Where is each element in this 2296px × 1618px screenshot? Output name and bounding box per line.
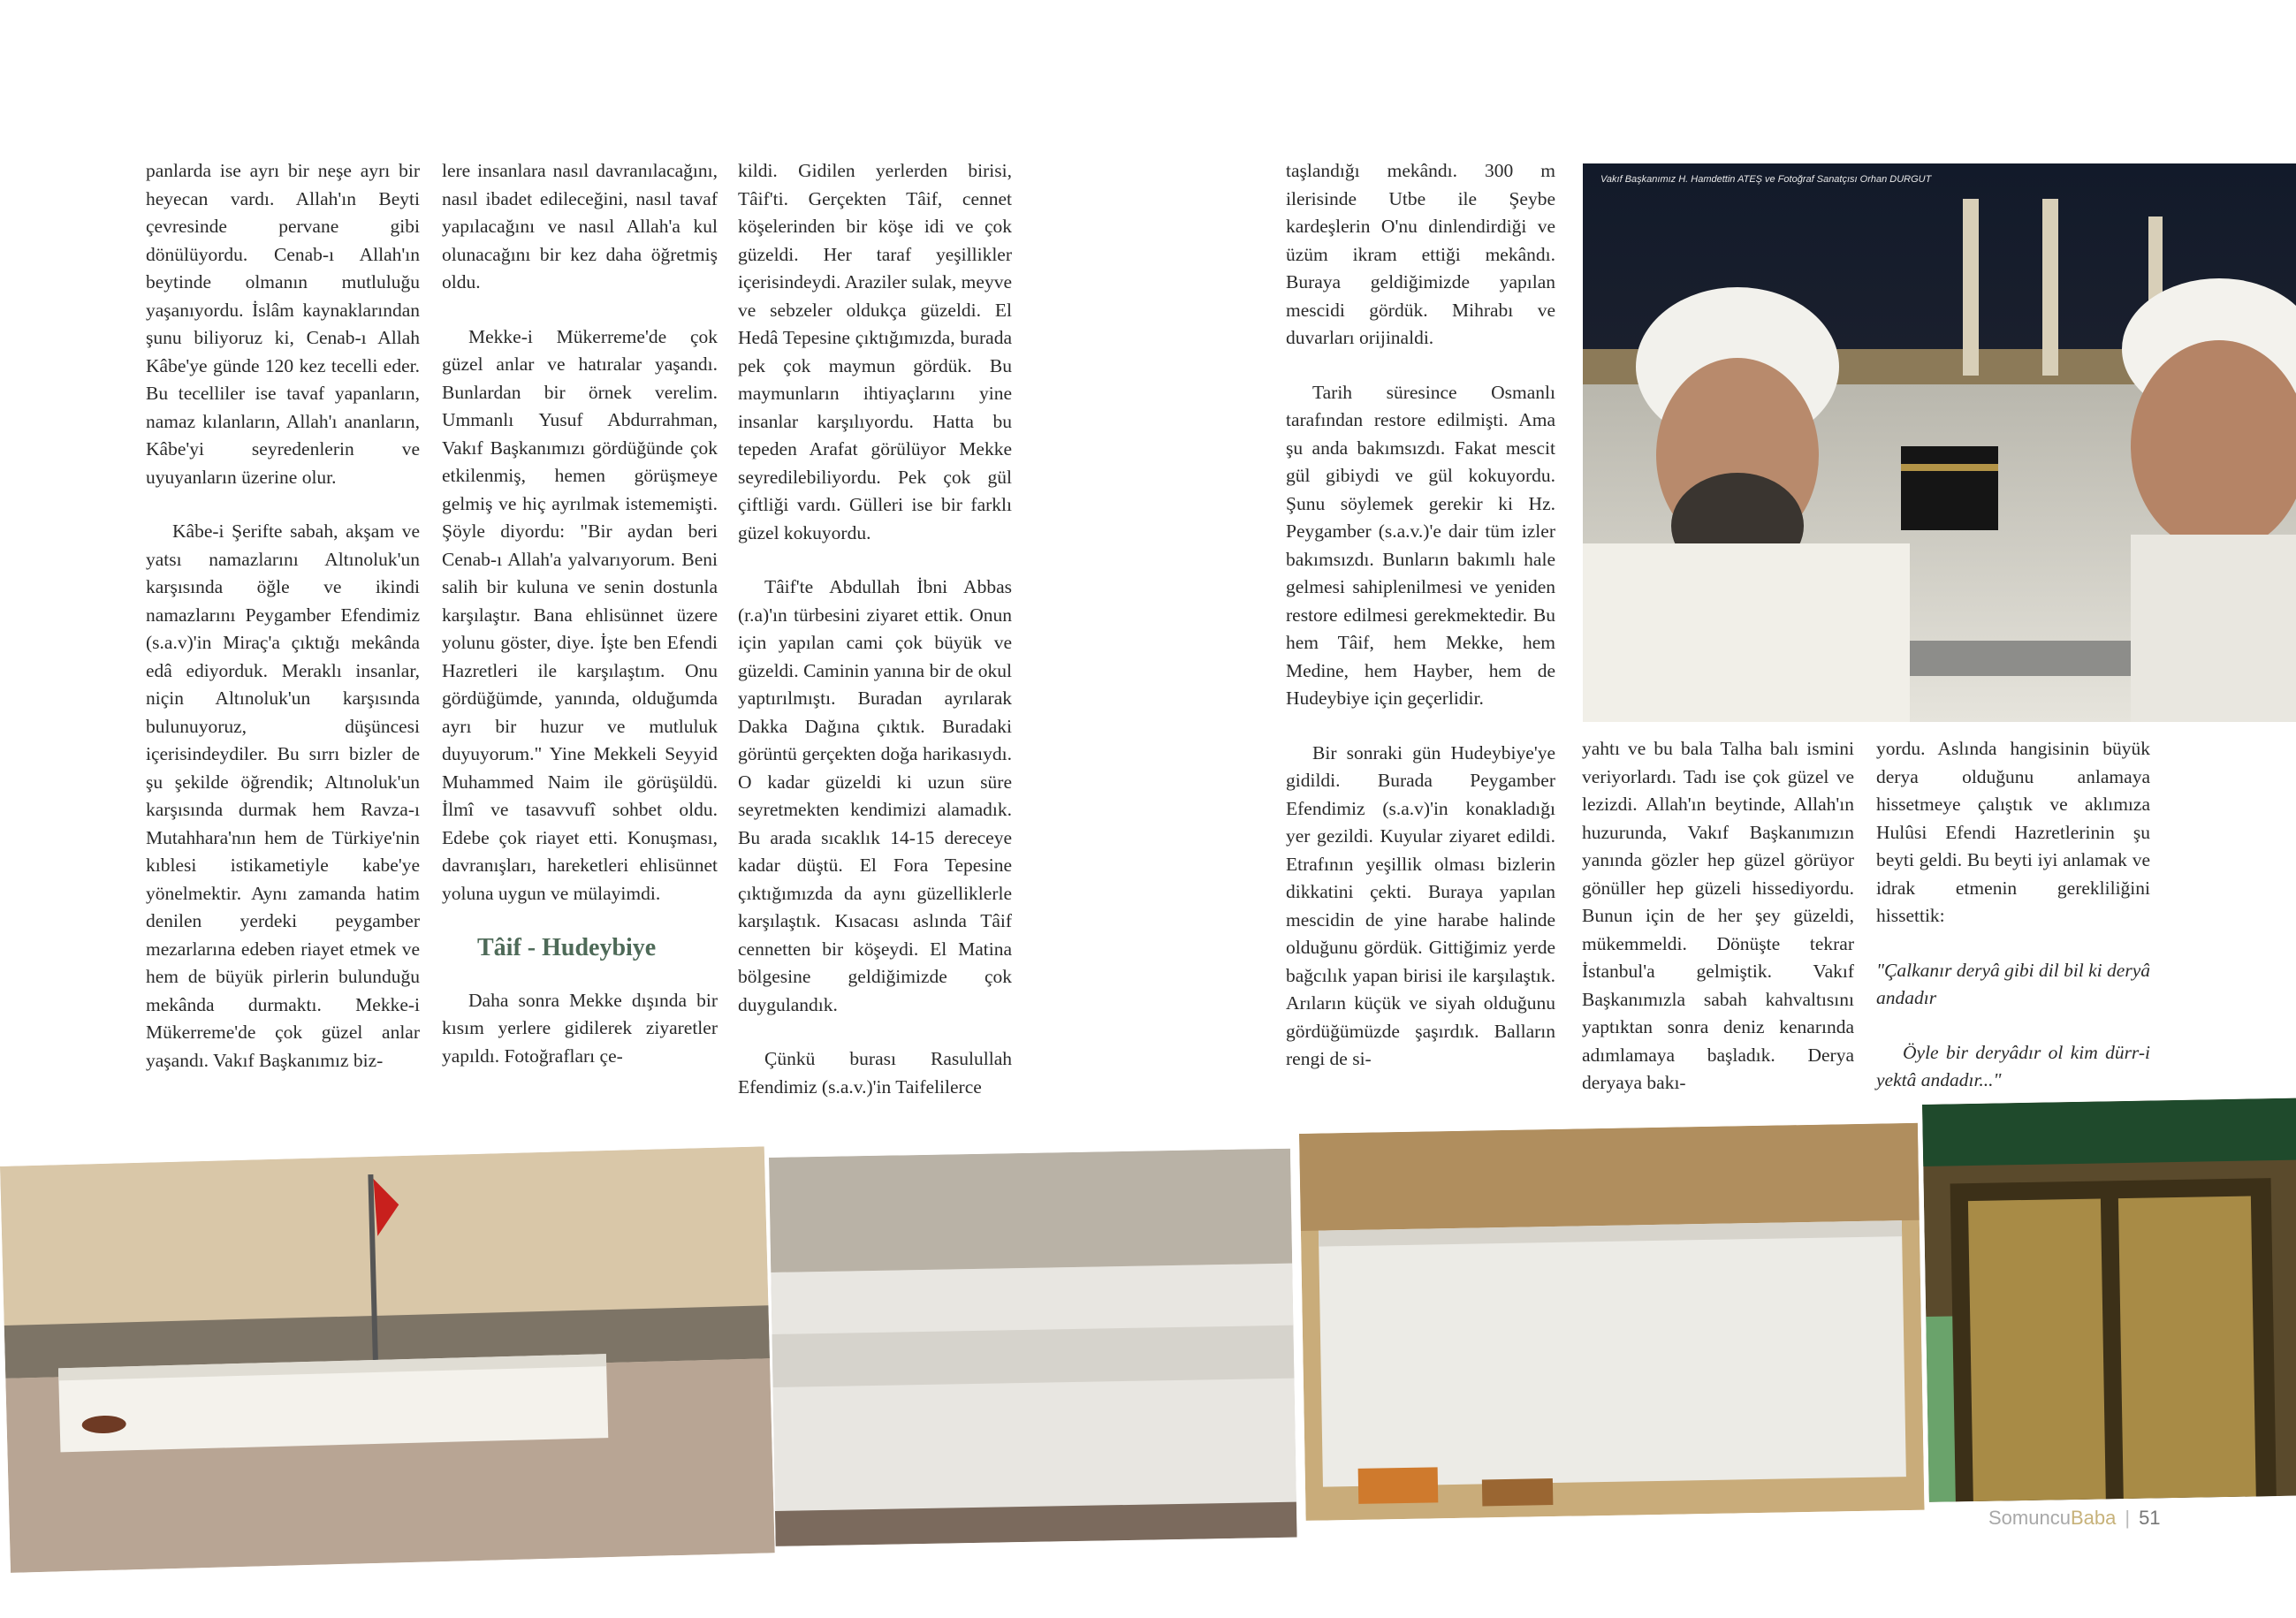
- paragraph: panlarda ise ayrı bir neşe ayrı bir heyecan vardı. Allah'ın Beyti çevresinde pervane gibi dönülüyordu. Cenab-ı Allah'ın beytinde olmanın mutluluğu yaşanıyordu. İslâm kaynaklarından şunu biliyoruz ki, Cenab-ı Allah Kâbe'ye günde 120 kez tecelli eder. Bu tecelliler ise tavaf yapanların, namaz kılanların, Allah'ı ananların, Kâbe'yi seyredenlerin ve uyuyanların üzerine olur.: [146, 160, 420, 488]
- page-number: 51: [2139, 1507, 2161, 1529]
- paragraph: lere insanlara nasıl davranılacağını, nasıl ibadet edileceğini, nasıl tavaf yapılacağını ve nasıl Allah'a kul olunacağını bir kez daha öğretmiş oldu.: [442, 160, 718, 292]
- hudeybiye-prayer-photo: [0, 1146, 775, 1572]
- paragraph: Tâif'te Abdullah İbni Abbas (r.a)'ın türbesini ziyaret ettik. Onun için yapılan cami çok büyük ve güzeldi. Caminin yanına bir de okul yaptırılmıştı. Buradan ayrılarak Dakka Dağına çıktık. Buradaki görüntü gerçekten doğa harikasıydı. O kadar güzeldi ki uzun süre seyretmekten kendimizi alamadık. Bu arada sıcaklık 14-15 dereceye kadar düştü. El Fora Tepesine çıktığımızda da aynı güzelliklerle karşılaştık. Kısacası aslında Tâif cennetten bir köşeydi. El Matina bölgesine geldiğimizde çok duygulandık.: [738, 576, 1012, 1015]
- paragraph: Bir sonraki gün Hudeybiye'ye gidildi. Burada Peygamber Efendimiz (s.a.v)'in konakladığı yer gezildi. Kuyular ziyaret edildi. Etrafının yeşillik olması bizlerin dikkatini çekti. Buraya yapılan mescidin de yine harabe halinde olduğunu gördük. Gittiğimiz yerde bağcılık yapan birisi ile karşılaştık. Arıların küçük ve siyah olduğunu gördüğümüzde şaşırdık. Balların rengi de si-: [1286, 741, 1555, 1069]
- mosque-crowd-photo: [769, 1149, 1297, 1546]
- magazine-brand: Somuncu: [1988, 1507, 2071, 1529]
- text-column-4: [1286, 157, 1555, 1100]
- text-column-1: [146, 157, 420, 1101]
- rawdah-gate-photo: [1922, 1098, 2296, 1502]
- poem-line: "Çalkanır deryâ gibi dil bil ki deryâ andadır: [1876, 959, 2150, 1008]
- text-column-6: [1876, 735, 2150, 1121]
- kaaba-portrait-photo: [1583, 163, 2296, 722]
- poem-line: Öyle bir deryâdır ol kim dürr-i yektâ andadır...": [1876, 1041, 2150, 1090]
- paragraph: taşlandığı mekândı. 300 m ilerisinde Utbe ile Şeybe kardeşlerin O'nu dinlendirdiği ve üzüm ikram ettiği mekândı. Buraya geldiğimizde yapılan mescidi gördük. Mihrabı ve duvarları orijinaldi.: [1286, 160, 1555, 348]
- section-heading: Tâif - Hudeybiye: [477, 934, 657, 961]
- photo-caption: Vakıf Başkanımız H. Hamdettin ATEŞ ve Fotoğraf Sanatçısı Orhan DURGUT: [1600, 174, 1932, 185]
- paragraph: Kâbe-i Şerifte sabah, akşam ve yatsı namazlarını Altınoluk'un karşısında öğle ve ikindi namazlarını Peygamber Efendimiz (s.a.v)'in Miraç'a çıktığı mekânda edâ ediyorduk. Meraklı insanlar, niçin Altınoluk'un karşısında bulunuyoruz, düşüncesi içerisindeydiler. Bu sırrı bizler de şu şekilde öğrendik; Altınoluk'un karşısında durmak hem Ravza-ı Mutahhara'nın hem de Türkiye'nin kıblesi istikametiyle kabe'ye yönelmektir. Aynı zamanda hatim denilen yerdeki peygamber mezarlarına edeben riayet etmek ve hem de büyük pirlerin bulunduğu mekânda durmaktı. Mekke-i Mükerreme'de çok güzel anlar yaşandı. Vakıf Başkanımız biz-: [146, 520, 420, 1071]
- paragraph: Çünkü burası Rasulullah Efendimiz (s.a.v.)'in Taifelilerce: [738, 1048, 1012, 1098]
- text-column-3: [738, 157, 1012, 1128]
- text-column-5: [1582, 735, 1854, 1124]
- group-photo: [1299, 1123, 1925, 1521]
- magazine-brand: Baba: [2070, 1507, 2117, 1529]
- paragraph: Tarih süresince Osmanlı tarafından restore edilmişti. Ama şu anda bakımsızdı. Fakat mescit gül gibiydi ve gül kokuyordu. Şunu söylemek gerekir ki Hz. Peygamber (s.a.v.)'e dair tüm izler bakımsızdı. Bunların bakımlı hale gelmesi sahiplenilmesi ve yeniden restore edilmesi gerekmektedir. Bu hem Tâif, hem Mekke, hem Medine, hem Hayber, hem de Hudeybiye için geçerlidir.: [1286, 381, 1555, 709]
- paragraph: yahtı ve bu bala Talha balı ismini veriyorlardı. Tadı ise çok güzel ve lezizdi. Allah'ın beytinde, Allah'ın huzurunda, Vakıf Başkanımızın yanında gözler hep güzel görüyor gönüller hep güzeli hissediyordu. Bunun için de her şey güzeldi, mükemmeldi. Dönüşte tekrar İstanbul'a gelmiştik. Vakıf Başkanımızla sabah kahvaltısını yaptıktan sonra deniz kenarında adımlamaya başladık. Derya deryaya bakı-: [1582, 738, 1854, 1093]
- paragraph: yordu. Aslında hangisinin büyük derya olduğunu anlamaya hissetmeye çalıştık ve aklımıza Hulûsi Efendi Hazretlerinin şu beyti geldi. Bu beyti iyi anlamak ve idrak etmenin gerekliliğini hissettik:: [1876, 738, 2150, 926]
- paragraph: kildi. Gidilen yerlerden birisi, Tâif'ti. Gerçekten Tâif, cennet köşelerinden bir köşe idi ve çok güzeldi. Her taraf yeşillikler içerisindeydi. Araziler sulak, meyve ve sebzeler oldukça güzeldi. El Hedâ Tepesine çıktığımızda, burada pek çok maymun gördük. Bu maymunların ihtiyaçlarını yine insanlar karşılıyordu. Hatta bu tepeden Arafat görülüyor Mekke seyredilebiliyordu. Pek çok gül çiftliği vardı. Gülleri ise bir farklı güzel kokuyordu.: [738, 160, 1012, 543]
- paragraph: Daha sonra Mekke dışında bir kısım yerlere gidilerek ziyaretler yapıldı. Fotoğrafları çe-: [442, 989, 718, 1067]
- page-footer: SomuncuBaba | 51: [1988, 1507, 2161, 1529]
- paragraph: Mekke-i Mükerreme'de çok güzel anlar ve hatıralar yaşandı. Bunlardan bir örnek verelim. Ummanlı Yusuf Abdurrahman, Vakıf Başkanımızı gördüğünde çok etkilenmiş, hemen görüşmeye gelmiş ve hiç ayrılmak istememişti. Şöyle diyordu: "Bir aydan beri Cenab-ı Allah'a yalvarıyorum. Beni salih bir kuluna ve senin dostunla karşılaştır. Bana ehlisünnet üzere yolunu göster, diye. İşte ben Efendi Hazretleri ile karşılaştım. Onu gördüğümde, yanında, olduğumda ayrı bir huzur ve mutluluk duyuyorum." Yine Mekkeli Seyyid Muhammed Naim ile görüşüldü. İlmî ve tasavvufî sohbet oldu. Edebe çok riayet etti. Konuşması, davranışları, hareketleri ehlisünnet yoluna uygun ve mülayimdi.: [442, 325, 718, 904]
- text-column-2: [442, 157, 718, 1097]
